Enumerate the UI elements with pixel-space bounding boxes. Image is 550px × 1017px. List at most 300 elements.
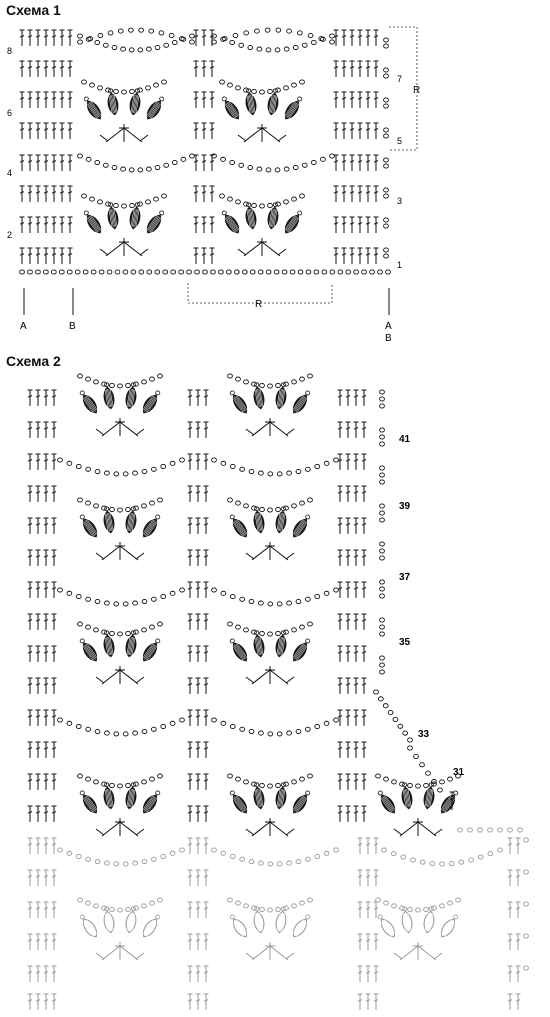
chain-symbol (308, 774, 313, 778)
chain-symbol (155, 45, 160, 49)
double-crochet-symbol (204, 518, 209, 534)
chain-symbol (78, 498, 83, 502)
chain-symbol (380, 549, 385, 553)
double-crochet-symbol (346, 518, 351, 534)
chain-symbol (59, 270, 64, 274)
scheme-2-row-number: 33 (418, 729, 430, 740)
double-crochet-symbol (362, 422, 367, 438)
double-crochet-symbol (362, 582, 367, 598)
double-crochet-symbol (52, 646, 57, 662)
double-crochet-symbol (52, 248, 57, 264)
double-crochet-symbol (374, 934, 379, 950)
double-crochet-symbol (346, 422, 351, 438)
chain-symbol (354, 270, 359, 274)
chain-symbol (212, 718, 217, 722)
double-crochet-symbol (374, 123, 379, 139)
double-crochet-symbol (196, 742, 201, 758)
double-crochet-symbol (354, 646, 359, 662)
chain-symbol (236, 200, 241, 204)
puff-cluster-symbol (219, 95, 242, 122)
shell-cross (286, 829, 294, 835)
double-crochet-symbol (28, 902, 33, 918)
chain-symbol (151, 727, 156, 731)
chain-symbol (411, 858, 416, 862)
double-crochet-symbol (44, 742, 49, 758)
chain-symbol (122, 90, 127, 94)
double-crochet-symbol (202, 155, 207, 171)
chain-symbol (449, 861, 454, 865)
chain-symbol (322, 270, 327, 274)
chain-symbol (380, 504, 385, 508)
puff-cluster-symbol (81, 209, 104, 236)
chain-symbol (130, 203, 135, 207)
double-crochet-symbol (358, 186, 363, 202)
double-crochet-symbol (204, 550, 209, 566)
chain-symbol (28, 270, 33, 274)
chain-symbol (287, 861, 292, 865)
chain-symbol (268, 89, 273, 93)
double-crochet-symbol (28, 422, 33, 438)
double-crochet-symbol (68, 186, 73, 202)
double-crochet-symbol (36, 186, 41, 202)
shell-spoke (106, 242, 124, 256)
double-crochet-symbol (52, 123, 57, 139)
shell-cross (136, 953, 144, 959)
chain-symbol (118, 29, 123, 33)
chain-symbol (380, 656, 385, 660)
chain-symbol (78, 774, 83, 778)
chain-symbol (401, 855, 406, 859)
chain-symbol (129, 48, 134, 52)
shell-cross (238, 135, 246, 141)
shell-cross (140, 135, 148, 141)
double-crochet-symbol (44, 155, 49, 171)
double-crochet-symbol (68, 248, 73, 264)
double-crochet-symbol (52, 870, 57, 886)
chain-symbol (297, 31, 302, 35)
double-crochet-symbol (28, 61, 33, 77)
chain-symbol (146, 200, 151, 204)
double-crochet-symbol (366, 966, 371, 982)
chain-symbol (114, 89, 119, 93)
double-crochet-symbol (338, 390, 343, 406)
double-crochet-symbol (20, 186, 25, 202)
chain-symbol (321, 157, 326, 161)
double-crochet-symbol (202, 123, 207, 139)
double-crochet-symbol (350, 30, 355, 46)
double-crochet-symbol (374, 61, 379, 77)
double-crochet-symbol (52, 614, 57, 630)
chain-symbol (155, 165, 160, 169)
double-crochet-symbol (346, 742, 351, 758)
chain-symbol (131, 270, 136, 274)
chain-symbol (122, 204, 127, 208)
double-crochet-symbol (28, 994, 33, 1010)
puff-cluster-symbol (140, 389, 163, 416)
chain-symbol (277, 732, 282, 736)
marker-label-b: B (69, 321, 76, 332)
shell-base-symbol (246, 418, 294, 436)
chain-symbol (169, 33, 174, 37)
chain-symbol (180, 588, 185, 592)
shell-cross (278, 135, 286, 141)
chain-symbol (266, 168, 271, 172)
double-crochet-symbol (210, 186, 215, 202)
chain-symbol (114, 602, 119, 606)
double-crochet-symbol (374, 966, 379, 982)
repeat-label-right: R (413, 85, 421, 96)
chain-symbol (488, 852, 493, 856)
double-crochet-symbol (36, 806, 41, 822)
double-crochet-symbol (28, 614, 33, 630)
chain-symbol (311, 40, 316, 44)
shell-base-symbol (246, 818, 294, 836)
shell-base-symbol (394, 942, 442, 960)
double-crochet-symbol (342, 92, 347, 108)
chain-symbol (230, 594, 235, 598)
double-crochet-symbol (346, 454, 351, 470)
double-crochet-symbol (366, 994, 371, 1010)
double-crochet-symbol (188, 550, 193, 566)
double-crochet-symbol (202, 248, 207, 264)
chain-symbol (236, 901, 241, 905)
chain-symbol (158, 498, 163, 502)
chain-symbol (384, 104, 389, 108)
scheme-1-row-number: 4 (7, 168, 13, 178)
chain-symbol (78, 40, 83, 44)
chain-symbol (305, 727, 310, 731)
chain-symbol (392, 780, 397, 784)
chain-symbol (94, 380, 99, 384)
double-crochet-symbol (28, 550, 33, 566)
chain-symbol (308, 374, 313, 378)
double-crochet-symbol (52, 518, 57, 534)
chain-symbol (75, 270, 80, 274)
chain-symbol (150, 625, 155, 629)
chain-symbol (300, 901, 305, 905)
chain-symbol (139, 270, 144, 274)
double-crochet-symbol (338, 486, 343, 502)
chain-symbol (268, 732, 273, 736)
chain-symbol (95, 859, 100, 863)
chain-symbol (384, 254, 389, 258)
double-crochet-symbol (52, 30, 57, 46)
chain-symbol (105, 731, 110, 735)
chain-symbol (268, 203, 273, 207)
double-crochet-symbol (508, 966, 513, 982)
chain-symbol (315, 724, 320, 728)
chain-symbol (158, 898, 163, 902)
shell-spoke (252, 422, 270, 436)
chain-symbol (244, 380, 249, 384)
shell-base-symbol (96, 418, 144, 436)
double-crochet-symbol (210, 92, 215, 108)
double-crochet-symbol (188, 678, 193, 694)
double-crochet-symbol (52, 486, 57, 502)
double-crochet-symbol (36, 646, 41, 662)
chain-symbol (95, 469, 100, 473)
puff-cluster-symbol (290, 789, 313, 816)
double-crochet-symbol (210, 61, 215, 77)
double-crochet-symbol (28, 934, 33, 950)
double-crochet-symbol (52, 742, 57, 758)
chain-symbol (308, 33, 313, 37)
double-crochet-symbol (202, 217, 207, 233)
double-crochet-symbol (354, 742, 359, 758)
puff-cluster-symbol (290, 513, 313, 540)
chain-symbol (296, 469, 301, 473)
double-crochet-symbol (188, 902, 193, 918)
chain-symbol (252, 89, 257, 93)
double-crochet-symbol (28, 774, 33, 790)
chain-symbol (498, 848, 503, 852)
puff-cluster-symbol (227, 513, 250, 540)
chain-symbol (114, 862, 119, 866)
chain-symbol (230, 160, 235, 164)
shell-spoke (252, 946, 270, 960)
double-crochet-symbol (374, 155, 379, 171)
chain-symbol (296, 729, 301, 733)
double-crochet-symbol (28, 390, 33, 406)
chain-symbol (129, 28, 134, 32)
chain-symbol (376, 898, 381, 902)
shell-spoke (120, 822, 138, 836)
chain-symbol (338, 270, 343, 274)
chain-symbol (147, 167, 152, 171)
chain-symbol (43, 270, 48, 274)
double-crochet-symbol (20, 61, 25, 77)
chain-symbol (126, 383, 131, 387)
chain-symbol (94, 904, 99, 908)
chain-symbol (384, 134, 389, 138)
chain-symbol (420, 860, 425, 864)
chain-symbol (308, 622, 313, 626)
double-crochet-symbol (362, 486, 367, 502)
scheme-1-title: Схема 1 (6, 2, 61, 18)
double-crochet-symbol (374, 870, 379, 886)
shell-cross (278, 249, 286, 255)
double-crochet-symbol (366, 92, 371, 108)
double-crochet-symbol (52, 61, 57, 77)
chain-symbol (51, 270, 56, 274)
chain-symbol (187, 270, 192, 274)
double-crochet-symbol (194, 248, 199, 264)
puff-cluster-symbol (438, 789, 461, 816)
chain-symbol (67, 721, 72, 725)
double-crochet-symbol (366, 186, 371, 202)
chain-symbol (94, 504, 99, 508)
double-crochet-symbol (366, 838, 371, 854)
double-crochet-symbol (196, 486, 201, 502)
shell-spoke (120, 946, 138, 960)
double-crochet-symbol (36, 774, 41, 790)
chain-symbol (282, 270, 287, 274)
chain-symbol (277, 862, 282, 866)
chain-symbol (276, 783, 281, 787)
puff-cluster-symbol (438, 913, 461, 940)
shell-spoke (270, 546, 288, 560)
chain-symbol (315, 464, 320, 468)
double-crochet-symbol (202, 92, 207, 108)
chain-symbol (287, 471, 292, 475)
chain-symbol (448, 777, 453, 781)
double-crochet-symbol (196, 678, 201, 694)
chain-symbol (212, 588, 217, 592)
shell-cross (246, 677, 254, 683)
double-crochet-symbol (68, 61, 73, 77)
double-crochet-symbol (346, 646, 351, 662)
scheme-1-row-number: 2 (7, 230, 13, 240)
chain-symbol (380, 397, 385, 401)
double-crochet-symbol (354, 486, 359, 502)
chain-symbol (384, 188, 389, 192)
chain-symbol (284, 167, 289, 171)
shell-cross (434, 829, 442, 835)
double-crochet-symbol (516, 902, 521, 918)
chain-symbol (95, 40, 100, 44)
double-crochet-symbol (204, 390, 209, 406)
chain-symbol (334, 848, 339, 852)
chain-symbol (268, 908, 273, 912)
double-crochet-symbol (44, 678, 49, 694)
chain-symbol (314, 270, 319, 274)
double-crochet-symbol (342, 61, 347, 77)
chain-symbol (121, 47, 126, 51)
chain-symbol (296, 599, 301, 603)
double-crochet-symbol (508, 870, 513, 886)
double-crochet-symbol (358, 123, 363, 139)
double-crochet-symbol (196, 966, 201, 982)
chain-symbol (230, 854, 235, 858)
shell-cross (96, 429, 104, 435)
chain-symbol (164, 163, 169, 167)
chain-symbol (276, 631, 281, 635)
double-crochet-symbol (52, 902, 57, 918)
chain-symbol (142, 469, 147, 473)
shell-base-symbol (100, 124, 148, 142)
puff-cluster-symbol (77, 389, 100, 416)
chain-symbol (257, 47, 262, 51)
chain-symbol (36, 270, 41, 274)
chain-symbol (383, 704, 388, 708)
double-crochet-symbol (508, 838, 513, 854)
double-crochet-symbol (28, 518, 33, 534)
double-crochet-symbol (338, 774, 343, 790)
double-crochet-symbol (188, 966, 193, 982)
chain-symbol (380, 473, 385, 477)
chain-symbol (230, 464, 235, 468)
double-crochet-symbol (196, 934, 201, 950)
chain-symbol (110, 907, 115, 911)
chain-symbol (161, 464, 166, 468)
shell-base-symbol (246, 942, 294, 960)
double-crochet-symbol (508, 934, 513, 950)
chain-symbol (161, 594, 166, 598)
chain-symbol (249, 469, 254, 473)
double-crochet-symbol (508, 902, 513, 918)
double-crochet-symbol (188, 582, 193, 598)
double-crochet-symbol (52, 838, 57, 854)
double-crochet-symbol (366, 902, 371, 918)
double-crochet-symbol (358, 61, 363, 77)
double-crochet-symbol (338, 678, 343, 694)
chain-symbol (380, 556, 385, 560)
chain-symbol (384, 777, 389, 781)
chain-symbol (292, 380, 297, 384)
chain-symbol (392, 904, 397, 908)
puff-cluster-symbol (375, 913, 398, 940)
shell-base-symbol (246, 542, 294, 560)
chain-symbol (118, 908, 123, 912)
chain-symbol (384, 44, 389, 48)
double-crochet-symbol (20, 92, 25, 108)
chain-symbol (58, 588, 63, 592)
chain-symbol (370, 270, 375, 274)
shell-cross (246, 953, 254, 959)
double-crochet-symbol (362, 390, 367, 406)
chain-symbol (287, 731, 292, 735)
chain-symbol (142, 380, 147, 384)
double-crochet-symbol (28, 870, 33, 886)
chain-symbol (330, 34, 335, 38)
shell-spoke (102, 822, 120, 836)
double-crochet-symbol (358, 92, 363, 108)
chain-symbol (266, 48, 271, 52)
chain-symbol (91, 270, 96, 274)
puff-cluster-symbol (140, 637, 163, 664)
chain-symbol (110, 631, 115, 635)
shell-spoke (124, 128, 142, 142)
chain-symbol (221, 721, 226, 725)
double-crochet-symbol (342, 155, 347, 171)
double-crochet-symbol (346, 806, 351, 822)
double-crochet-symbol (366, 248, 371, 264)
shell-spoke (270, 670, 288, 684)
chain-symbol (311, 160, 316, 164)
chain-symbol (416, 784, 421, 788)
chain-symbol (384, 194, 389, 198)
chain-symbol (380, 632, 385, 636)
double-crochet-symbol (28, 678, 33, 694)
double-crochet-symbol (374, 30, 379, 46)
chain-symbol (478, 828, 483, 832)
shell-cross (100, 135, 108, 141)
double-crochet-symbol (36, 838, 41, 854)
shell-cross (246, 829, 254, 835)
double-crochet-symbol (60, 92, 65, 108)
chain-symbol (139, 28, 144, 32)
chain-symbol (138, 168, 143, 172)
double-crochet-symbol (36, 966, 41, 982)
chain-symbol (290, 270, 295, 274)
double-crochet-symbol (346, 550, 351, 566)
chain-symbol (268, 632, 273, 636)
chain-symbol (518, 828, 523, 832)
chain-symbol (384, 158, 389, 162)
chain-symbol (384, 38, 389, 42)
double-crochet-symbol (338, 454, 343, 470)
double-crochet-symbol (28, 186, 33, 202)
chain-symbol (170, 591, 175, 595)
double-crochet-symbol (366, 30, 371, 46)
chain-symbol (277, 602, 282, 606)
chain-symbol (82, 194, 87, 198)
double-crochet-symbol (36, 123, 41, 139)
double-crochet-symbol (68, 92, 73, 108)
double-crochet-symbol (338, 518, 343, 534)
chain-symbol (376, 774, 381, 778)
shell-cross (136, 553, 144, 559)
